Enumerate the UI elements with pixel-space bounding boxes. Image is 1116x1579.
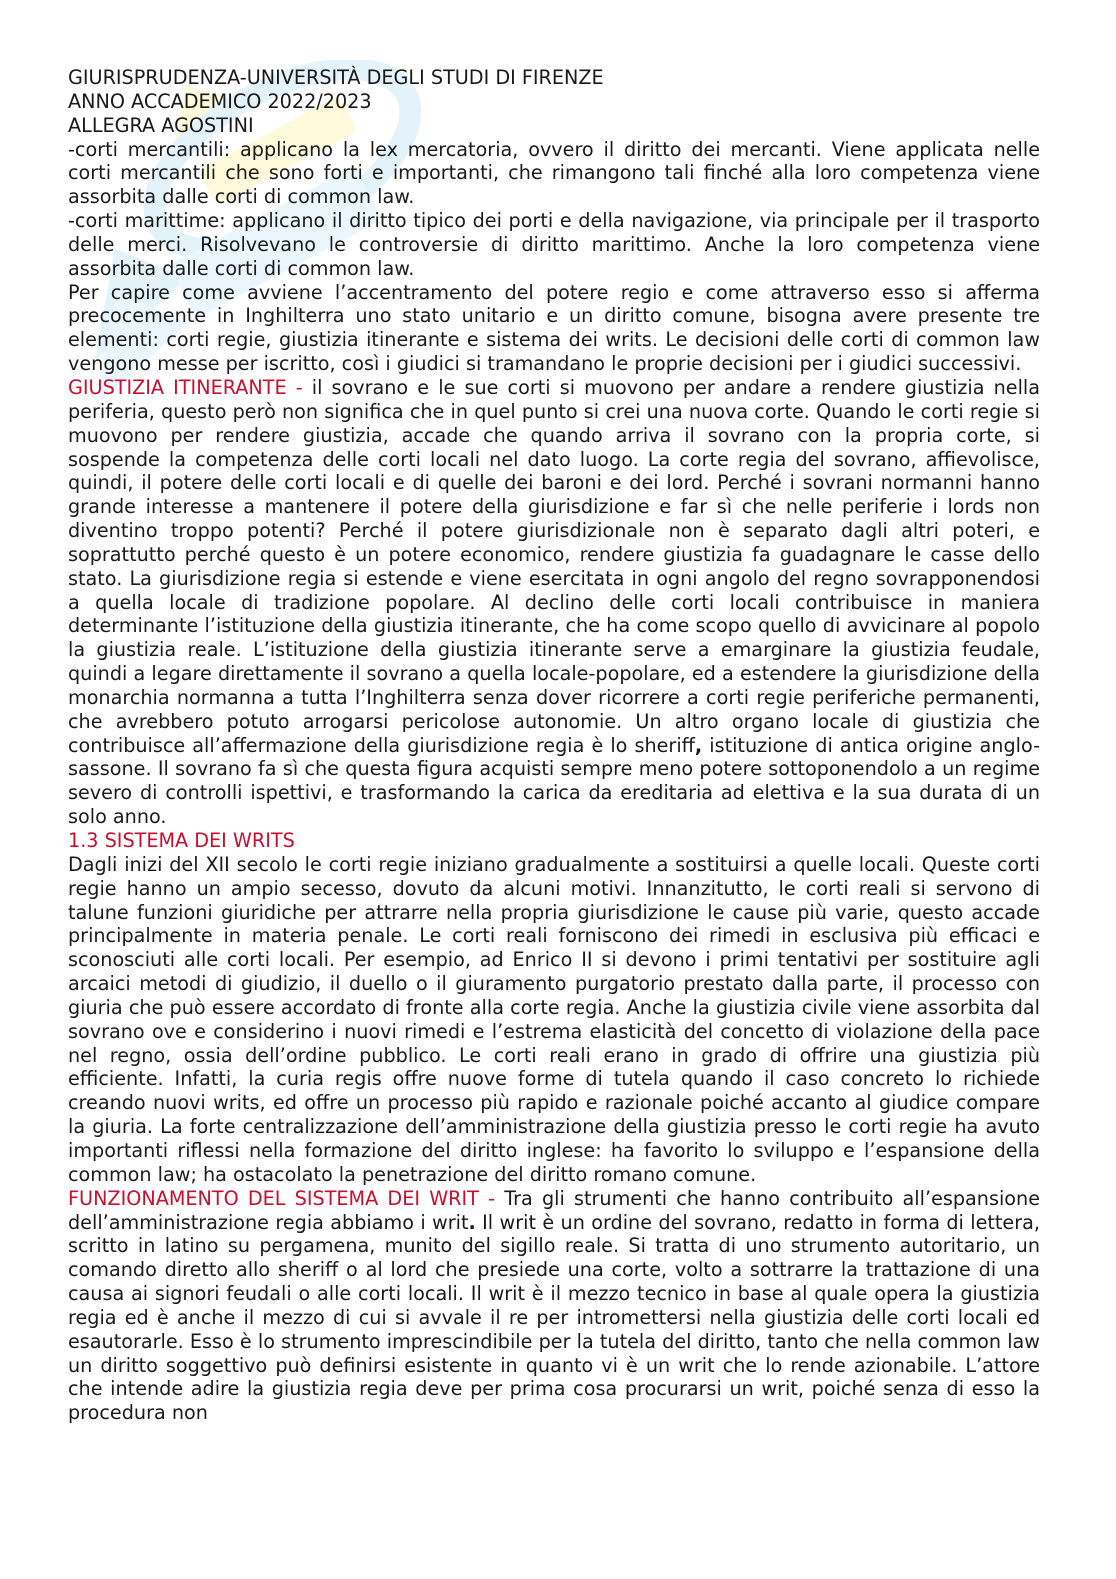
text-giustizia-itinerante-a: il sovrano e le sue corti si muovono per andare a rendere giustizia nella periferia, questo però non significa che in quel punto si crei una nuova corte. Quando le corti regie si muovono per rendere giustizia, accade che quando arriva il sovrano con la propria corte, si sospende la competenza delle corti locali nel dato luogo. La corte regia del sovrano, affievolisce, quindi, il potere delle corti locali e di quelle dei baroni e dei lord. Perché i sovrani normanni hanno grande interesse a mantenere il potere della giurisdizione e far sì che nelle periferie i lords non diventino troppo potenti? Perché il potere giurisdizionale non è separato dagli altri poteri, e soprattutto perché questo è un potere economico, rendere giustizia fa guadagnare le casse dello stato. La giurisdizione regia si estende e viene esercitata in ogni angolo del regno sovrapponendosi a quella locale di tradizione popolare. Al declino delle corti locali contribuisce in maniera determinante l’istituzione della giustizia itinerante, che ha come scopo quello di avvicinare al popolo la giustizia reale. L’istituzione della giustizia itinerante serve a emarginare la giustizia feudale, quindi a legare direttamente il sovrano a quella locale-popolare, ed a estendere la giurisdizione della monarchia normanna a tutta l’Inghilterra senza dover ricorrere a corti regie periferiche permanenti, che avrebbero potuto arrogarsi pericolose autonomie. Un altro organo locale di giustizia che contribuisce all’affermazione della giurisdizione regia è lo sheriff (68, 375, 1040, 757)
paragraph-giustizia-itinerante (68, 376, 1040, 829)
bold-comma: , (694, 733, 703, 757)
paragraph-corti-mercantili: -corti mercantili: applicano la lex mercatoria, ovvero il diritto dei mercanti. Viene applicata nelle corti mercantili che sono forti e importanti, che rimangono tali finché alla loro competenza viene assorbita dalle corti di common law. (68, 137, 1040, 209)
paragraph-corti-marittime: -corti marittime: applicano il diritto tipico dei porti e della navigazione, via principale per il trasporto delle merci. Risolvevano le controversie di diritto marittimo. Anche la loro competenza viene assorbita dalle corti di common law. (68, 209, 1040, 280)
text-funzionamento-a: Tra gli strumenti che hanno contribuito all’espansione dell’amministrazione regia abbiamo i writ (68, 1186, 1041, 1234)
header-university: GIURISPRUDENZA-UNIVERSITÀ DEGLI STUDI DI FIRENZE (68, 66, 604, 89)
text-funzionamento-b: Il writ è un ordine del sovrano, redatto in forma di lettera, scritto in latino su pergamena, munito del sigillo reale. Si tratta di uno strumento autoritario, un comando diretto allo sheriff o al lord che presiede una corte, volto a sottrarre la trattazione di una causa ai signori feudali o alle corti locali. Il writ è il mezzo tecnico in base al quale opera la giustizia regia ed è anche il mezzo di cui si avvale il re per intromettersi nella giustizia delle corti locali ed esautorarle. Esso è lo strumento imprescindibile per la tutela del diritto, tanto che nella common law un diritto soggettivo può definirsi esistente in quanto vi è un writ che lo rende azionabile. L’attore che intende adire la giustizia regia deve per prima cosa procurarsi un writ, poiché senza di esso la procedura non (68, 1210, 1040, 1425)
heading-funzionamento-writ: FUNZIONAMENTO DEL SISTEMA DEI WRIT - (68, 1186, 496, 1210)
section-heading-writs: 1.3 SISTEMA DEI WRITS (68, 829, 295, 852)
heading-giustizia-itinerante: GIUSTIZIA ITINERANTE - (68, 375, 303, 399)
paragraph-corti-regie: Dagli inizi del XII secolo le corti regie iniziano gradualmente a sostituirsi a quelle locali. Queste corti regie hanno un ampio secesso, dovuto da alcuni motivi. Innanzitutto, le corti reali si servono di talune funzioni giuridiche per attrarre nella propria giurisdizione le cause più varie, questo accade principalmente in materia penale. Le corti reali forniscono dei rimedi in esclusiva più efficaci e sconosciuti alle corti locali. Per esempio, ad Enrico II si devono i primi tentativi per sostituire agli arcaici metodi di giudizio, il duello o il giuramento purgatorio prestato dalla parte, il processo con giuria che può essere accordato di fronte alla corte regia. Anche la giustizia civile viene assorbita dal sovrano ove e considerino i nuovi rimedi e l’estrema elasticità del concetto di violazione della pace nel regno, ossia dell’ordine pubblico. Le corti reali erano in grado di offrire una giustizia più efficiente. Infatti, la curia regis offre nuove forme di tutela quando il caso concreto lo richiede creando nuovi writs, ed offre un processo più rapido e razionale poiché accanto al giudice compare la giuria. La forte centralizzazione dell’amministrazione della giustizia presso le corti regie ha avuto importanti riflessi nella formazione del diritto inglese: ha favorito lo sviluppo e l’espansione della common law; ha ostacolato la penetrazione del diritto romano comune. (68, 852, 1040, 1186)
document-page (68, 66, 1040, 1425)
header-author: ALLEGRA AGOSTINI (68, 113, 254, 137)
header-academic-year: ANNO ACCADEMICO 2022/2023 (68, 89, 372, 113)
bold-dot: . (468, 1210, 476, 1234)
text-giustizia-itinerante-b: istituzione di antica origine anglo-sassone. Il sovrano fa sì che questa figura acquisti sempre meno potere sottoponendolo a un regime severo di controlli ispettivi, e trasformando la carica da ereditaria ad elettiva e la sua durata di un solo anno. (68, 733, 1040, 829)
paragraph-funzionamento-writ (68, 1187, 1040, 1425)
paragraph-accentramento: Per capire come avviene l’accentramento del potere regio e come attraverso esso si afferma precocemente in Inghilterra uno stato unitario e un diritto comune, bisogna avere presente tre elementi: corti regie, giustizia itinerante e sistema dei writs. Le decisioni delle corti di common law vengono messe per iscritto, così i giudici si tramandano le proprie decisioni per i giudici successivi. (68, 280, 1040, 376)
